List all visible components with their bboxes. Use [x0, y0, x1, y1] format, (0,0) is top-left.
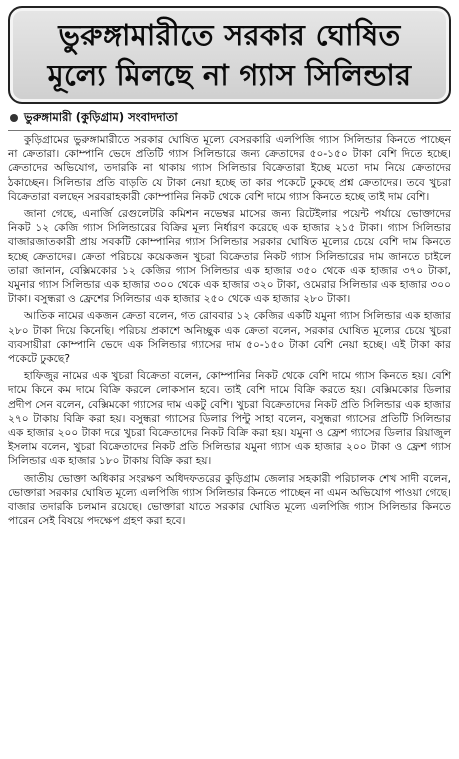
- bullet-icon: [10, 114, 18, 122]
- article-body: [8, 133, 451, 528]
- divider: [8, 130, 451, 131]
- headline-box: [8, 6, 451, 104]
- headline-line-2: মূল্যে মিলছে না গ্যাস সিলিন্ডার: [47, 58, 412, 92]
- paragraph-3: আতিক নামের একজন ক্রেতা বলেন, গত রোববার ১২ কেজির একটি যমুনা গ্যাস সিলিন্ডার এক হাজার ২৮০ টাকা দিয়ে কিনেছি। পরিচয় প্রকাশে অনিচ্ছুক এক ক্রেতা বলেন, সরকার ঘোষিত মূল্যের চেয়ে খুচরা ব্যবসায়ীরা কোম্পানি ভেদে এক সিলিন্ডার গ্যাসের দাম ৫০-১৫০ টাকা বেশি নেয়া হচ্ছে। এই টাকা কার পকেটে ঢুকছে?: [8, 310, 451, 366]
- byline-text: ভুরুঙ্গামারী (কুড়িগ্রাম) সংবাদদাতা: [24, 109, 178, 124]
- byline: [10, 109, 451, 127]
- paragraph-5: জাতীয় ভোক্তা অধিকার সংরক্ষণ অধিদফতরের কুড়িগ্রাম জেলার সহকারী পরিচালক শেখ সাদী বলেন, ভোক্তারা সরকার ঘোষিত মূল্যে এলপিজি গ্যাস সিলিন্ডার কিনতে পাচ্ছেন না এমন অভিযোগ পাওয়া গেছে। বাজার তদারকি চলমান রয়েছে। ভোক্তারা যাতে সরকার ঘোষিত মূল্যে এলপিজি গ্যাস সিলিন্ডার কিনতে পারেন সেই বিষয়ে পদক্ষেপ গ্রহণ করা হবে।: [8, 472, 451, 528]
- paragraph-4: হাফিজুর নামের এক খুচরা বিক্রেতা বলেন, কোম্পানির নিকট থেকে বেশি দামে গ্যাস কিনতে হয়। বেশি দামে কিনে কম দামে বিক্রি করলে লোকসান হবে। তাই বেশি দামে বিক্রি করতে হয়। বেক্সিমকোর ডিলার প্রদীপ সেন বলেন, বেক্সিমকো গ্যাসের দাম একটু বেশি। খুচরা বিক্রেতাদের নিকট প্রতি সিলিন্ডার এক হাজার ২৭০ টাকায় বিক্রি করা হয়। বসুন্ধরা গ্যাসের ডিলার পিন্টু সাহা বলেন, বসুন্ধরা গ্যাসের প্রতিটি সিলিন্ডার এক হাজার ২০০ টাকা দরে খুচরা বিক্রেতাদের নিকট বিক্রি করা হয়। যমুনা ও ফ্রেশ গ্যাসের ডিলার রিয়াজুল ইসলাম বলেন, খুচরা বিক্রেতাদের নিকট প্রতি সিলিন্ডার যমুনা গ্যাস এক হাজার ২০০ টাকা ও ফ্রেশ গ্যাস সিলিন্ডার এক হাজার ১৮০ টাকায় বিক্রি করা হয়।: [8, 370, 451, 468]
- paragraph-2: জানা গেছে, এনার্জি রেগুলেটরি কমিশন নভেম্বর মাসের জন্য রিটেইলার পয়েন্ট পর্যায়ে ভোক্তাদের নিকট ১২ কেজি গ্যাস সিলিন্ডারের বিক্রির মূল্য নির্ধারণ করেছে এক হাজার ২১৫ টাকা। গ্যাস সিলিন্ডার বাজারজাতকারী প্রায় সবকটি কোম্পানির গ্যাস সিলিন্ডার সরকার ঘোষিত মূল্যের চেয়ে বেশি দাম কিনতে হচ্ছে ক্রেতাদের। ক্রেতা পরিচয়ে কয়েকজন খুচরা বিক্রেতার নিকট গ্যাস সিলিন্ডারের দাম জানতে চাইলে তারা জানান, বেক্সিমকোর ১২ কেজির গ্যাস সিলিন্ডার এক হাজার ৩৫০ থেকে এক হাজার ৩৭০ টাকা, যমুনার গ্যাস সিলিন্ডার এক হাজার ৩০০ থেকে এক হাজার ৩২০ টাকা, ওমেরার সিলিন্ডার এক হাজার ৩০০ টাকা। বসুন্ধরা ও ফ্রেশের সিলিন্ডার এক হাজার ২৫০ থেকে এক হাজার ২৮০ টাকা।: [8, 208, 451, 306]
- paragraph-1: কুড়িগ্রামের ভুরুঙ্গামারীতে সরকার ঘোষিত মূল্যে বেসরকারি এলপিজি গ্যাস সিলিন্ডার কিনতে পাচ্ছেন না ক্রেতারা। কোম্পানি ভেদে প্রতিটি গ্যাস সিলিন্ডারে জন্য ক্রেতাদের ৫০-১৫০ টাকা বেশি দিতে হচ্ছে। ক্রেতাদের অভিযোগ, তদারকি না থাকায় গ্যাস সিলিন্ডার বিক্রেতারা ইচ্ছে মতো দাম নিয়ে ক্রেতাদের ঠকাচ্ছেন। সিলিন্ডার প্রতি বাড়তি যে টাকা নেয়া হচ্ছে তা কার পকেটে ঢুকছে প্রশ্ন ক্রেতাদের। তবে খুচরা বিক্রেতারা বলছেন সরবরাহকারী কোম্পানির নিকট থেকে বেশি দামে গ্যাস কিনতে হচ্ছে তাই দাম বেশি।: [8, 134, 451, 203]
- headline-line-1: ভুরুঙ্গামারীতে সরকার ঘোষিত: [58, 18, 401, 52]
